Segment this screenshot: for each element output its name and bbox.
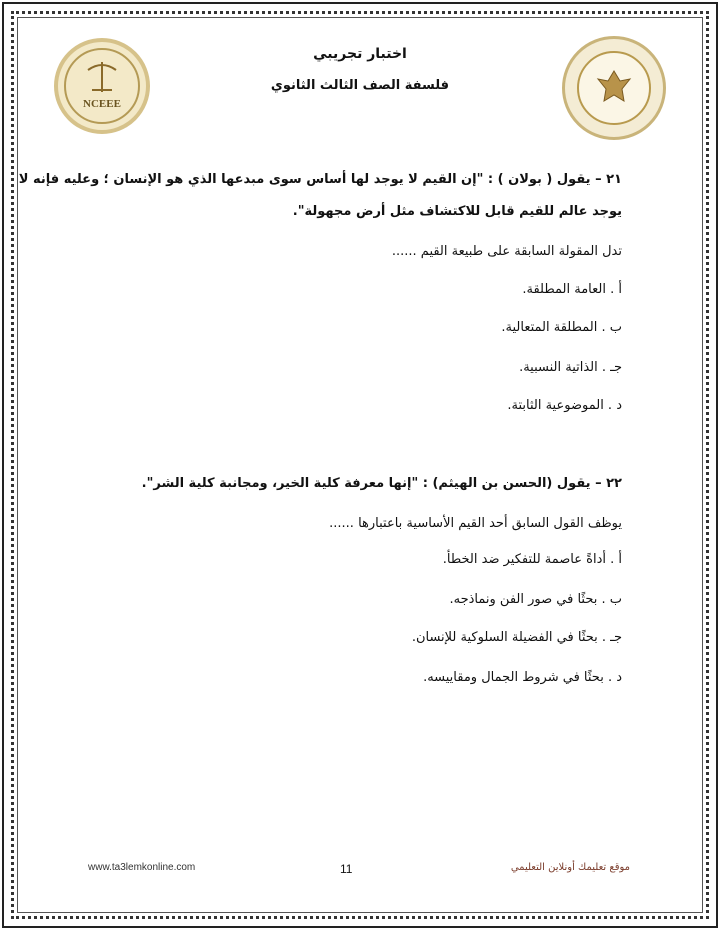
question-21-stem-line1: ٢١ – يقول ( بولان ) : "إن القيم لا يوجد لها أساس سوى مبدعها الذي هو الإنسان ؛ وعليه فإنه لا [18,172,622,187]
page-border-inner [17,17,703,913]
question-21-option-a[interactable]: أ . العامة المطلقة. [522,282,622,297]
nceee-logo-text: NCEEE [83,98,121,110]
footer-website-link[interactable]: www.ta3lemkonline.com [88,862,196,873]
question-22-option-b[interactable]: ب . بحثًا في صور الفن ونماذجه. [449,592,622,607]
question-22-option-d[interactable]: د . بحثًا في شروط الجمال ومقاييسه. [423,670,622,685]
nceee-logo [54,38,150,134]
question-22-option-c[interactable]: جـ . بحثًا في الفضيلة السلوكية للإنسان. [411,630,622,645]
question-21-stem-line2: يوجد عالم للقيم قابل للاكتشاف مثل أرض مجهولة". [292,204,622,219]
question-22-option-a[interactable]: أ . أداةً عاصمة للتفكير ضد الخطأ. [442,552,622,567]
exam-title: اختبار تجريبي [313,46,407,62]
exam-subtitle: فلسفة الصف الثالث الثانوي [270,78,450,93]
ministry-of-education-logo [562,36,666,140]
question-21-option-b[interactable]: ب . المطلقة المتعالية. [501,320,622,335]
footer-site-name: موقع تعليمك أونلاين التعليمي [510,862,630,873]
question-21-prompt: تدل المقولة السابقة على طبيعة القيم ...... [391,244,622,259]
eagle-emblem-icon [594,67,634,107]
question-22-prompt: يوظف القول السابق أحد القيم الأساسية باعتبارها ...... [329,516,622,531]
question-21-option-c[interactable]: جـ . الذاتية النسبية. [519,360,622,375]
torch-icon [82,60,122,94]
page-number: 11 [340,862,353,876]
question-21-option-d[interactable]: د . الموضوعية الثابتة. [507,398,622,413]
question-22-stem: ٢٢ – يقول (الحسن بن الهيثم) : "إنها معرفة كلية الخير، ومجانبة كلية الشر". [141,476,622,491]
